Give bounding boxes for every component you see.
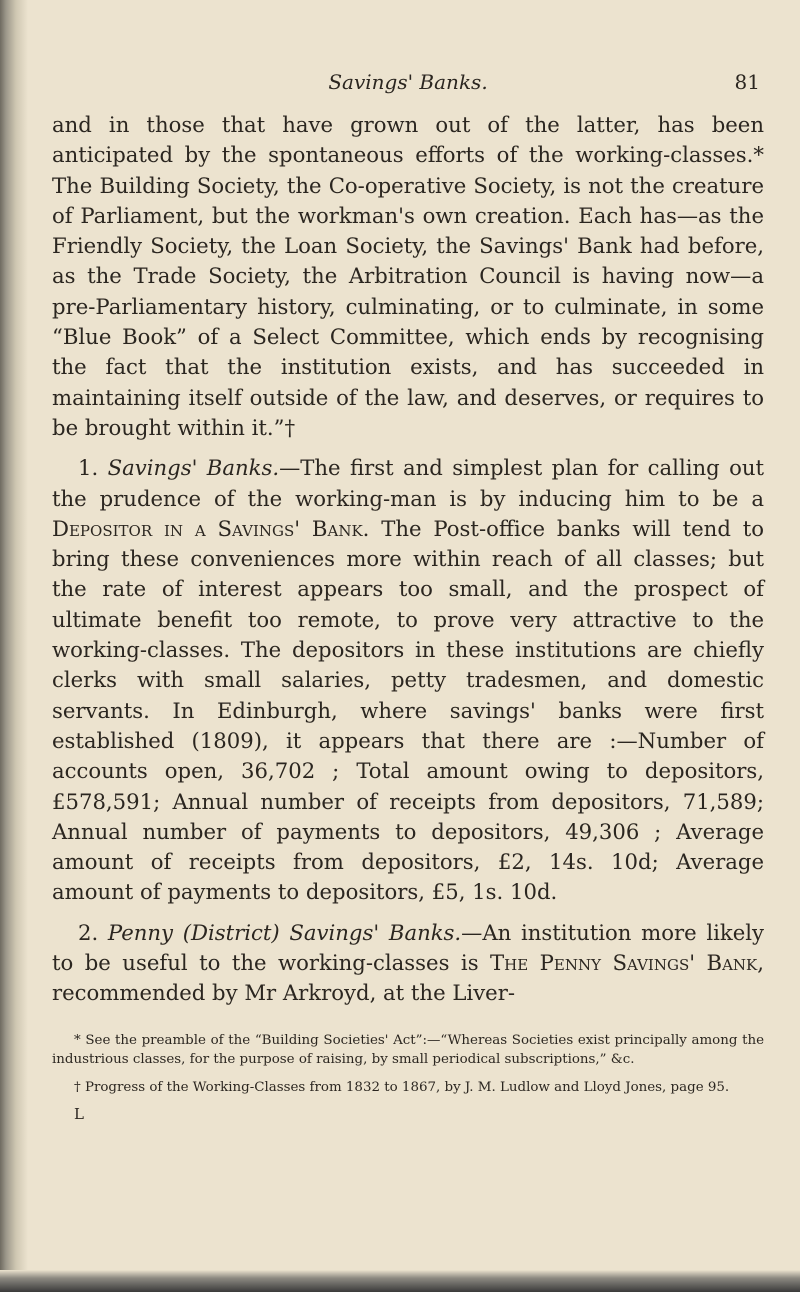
paragraph-penny-savings-banks	[52, 918, 764, 1009]
paragraph-text: —An institution more likely to be useful to the working-classes is	[52, 919, 765, 976]
page-number: 81	[734, 70, 760, 94]
paragraph-continuation: and in those that have grown out of the latter, has been anticipated by the spontaneous efforts of the working-classes.* The Building Society, the Co-operative Society, is not the creature of Parliament, but the workman's own creation. Each has—as the Friendly Society, the Loan Society, the Savings' Bank had before, as the Trade Society, the Arbitration Council is having now—a pre-Parliamentary history, culminating, or to culminate, in some “Blue Book” of a Select Committee, which ends by recognising the fact that the institution exists, and has succeeded in maintaining itself outside of the law, and deserves, or requires to be brought within it.”†	[52, 112, 764, 440]
paragraph-savings-banks	[52, 453, 764, 907]
paragraph-text: The Post-office banks will tend to bring these conveniences more within reach of all classes; but the rate of interest appears too small, and the prospect of ultimate benefit too remote, to prove very attractive to the working-classes. The depositors in these institutions are chiefly clerks with small salaries, petty tradesmen, and domestic servants. In Edinburgh, where savings' banks were first established (1809), it appears that there are :—Number of accounts open, 36,702 ; Total amount owing to depositors, £578,591; Annual number of receipts from depositors, 71,589; Annual number of payments to depositors, 49,306 ; Average amount of receipts from depositors, £2, 14s. 10d; Average amount of payments to depositors, £5, 1s. 10d.	[52, 515, 764, 905]
running-head	[52, 70, 764, 110]
smallcaps-phrase: Depositor in a Savings' Bank.	[52, 515, 370, 541]
section-heading: Penny (District) Savings' Banks.	[107, 919, 462, 945]
section-number: 2.	[78, 919, 108, 945]
page-bottom-edge	[0, 1270, 800, 1292]
paragraph-text: recommended by Mr Arkroyd, at the Liver-	[52, 980, 515, 1006]
paragraph-text: —The first and simplest plan for calling out the prudence of the working-man is by inducing him to be a	[52, 455, 765, 511]
section-number: 1.	[78, 455, 108, 481]
book-page	[52, 70, 764, 1125]
footnote: † Progress of the Working-Classes from 1832 to 1867, by J. M. Ludlow and Lloyd Jones, page 95.	[74, 1079, 730, 1095]
smallcaps-phrase: The Penny Savings' Bank,	[490, 950, 764, 976]
signature-mark: L	[74, 1105, 84, 1124]
book-binding-edge	[0, 0, 28, 1292]
section-heading: Savings' Banks.	[107, 455, 280, 481]
running-title: Savings' Banks.	[328, 70, 488, 94]
footnote: * See the preamble of the “Building Societies' Act”:—“Whereas Societies exist principally among the industrious classes, for the purpose of raising, by small periodical subscriptions,” &c.	[52, 1032, 764, 1068]
footnotes	[52, 1031, 764, 1125]
